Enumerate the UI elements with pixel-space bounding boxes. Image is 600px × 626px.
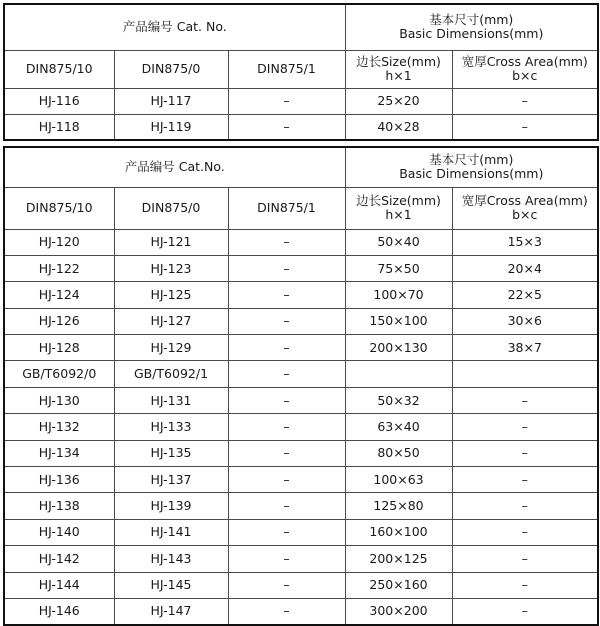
cell-din875-10: HJ-132 [4, 414, 114, 440]
table-header-row [4, 4, 598, 50]
table-row [4, 493, 598, 519]
cell-din875-1: – [228, 572, 345, 598]
col-size [345, 50, 452, 88]
cell-cross-area: – [452, 440, 598, 466]
table-row [4, 467, 598, 493]
cell-din875-1: – [228, 519, 345, 545]
cell-din875-1: – [228, 335, 345, 361]
cell-din875-0: HJ-127 [114, 308, 228, 334]
cell-cross-area: – [452, 414, 598, 440]
cell-din875-1: – [228, 255, 345, 281]
cell-din875-1: – [228, 414, 345, 440]
cell-din875-10: HJ-116 [4, 88, 114, 114]
col-din875-1: DIN875/1 [228, 187, 345, 229]
cell-size: 125×80 [345, 493, 452, 519]
cell-din875-10: HJ-118 [4, 114, 114, 140]
basic-dimensions-en: Basic Dimensions(mm) [399, 26, 544, 42]
cell-size: 250×160 [345, 572, 452, 598]
cell-din875-10: HJ-130 [4, 387, 114, 413]
cell-size: 75×50 [345, 255, 452, 281]
cell-din875-10: HJ-146 [4, 598, 114, 624]
cell-din875-0: GB/T6092/1 [114, 361, 228, 387]
cell-size: 200×125 [345, 546, 452, 572]
col-cross-area-unit: b×c [512, 207, 538, 222]
table-row [4, 519, 598, 545]
table-row [4, 88, 598, 114]
table-row [4, 387, 598, 413]
col-size [345, 187, 452, 229]
table-row [4, 361, 598, 387]
table-header-row [4, 147, 598, 187]
cell-din875-10: HJ-142 [4, 546, 114, 572]
col-size-label: 边长Size(mm) [356, 54, 441, 69]
cell-cross-area [452, 361, 598, 387]
cell-din875-1: – [228, 361, 345, 387]
col-size-unit: h×1 [385, 68, 412, 83]
cell-din875-1: – [228, 546, 345, 572]
cell-din875-0: HJ-137 [114, 467, 228, 493]
cell-din875-1: – [228, 282, 345, 308]
cell-din875-0: HJ-139 [114, 493, 228, 519]
col-cross-area-label: 宽厚Cross Area(mm) [461, 193, 588, 208]
cell-din875-1: – [228, 88, 345, 114]
col-cross-area [452, 50, 598, 88]
table-row [4, 282, 598, 308]
cell-cross-area: 38×7 [452, 335, 598, 361]
table-body [4, 229, 598, 625]
cell-size: 300×200 [345, 598, 452, 624]
table-row [4, 440, 598, 466]
cell-din875-10: HJ-122 [4, 255, 114, 281]
cell-din875-0: HJ-141 [114, 519, 228, 545]
table-subheader-row [4, 187, 598, 229]
cell-size: 25×20 [345, 88, 452, 114]
cell-size [345, 361, 452, 387]
cell-din875-10: GB/T6092/0 [4, 361, 114, 387]
table-row [4, 114, 598, 140]
cell-din875-10: HJ-126 [4, 308, 114, 334]
col-din875-0: DIN875/0 [114, 50, 228, 88]
product-table-1 [3, 3, 599, 141]
cat-no-header: 产品编号 Cat.No. [4, 147, 345, 187]
cell-din875-10: HJ-134 [4, 440, 114, 466]
cell-cross-area: – [452, 519, 598, 545]
cell-din875-0: HJ-143 [114, 546, 228, 572]
cell-din875-0: HJ-145 [114, 572, 228, 598]
table-row [4, 335, 598, 361]
col-din875-1: DIN875/1 [228, 50, 345, 88]
cell-cross-area: – [452, 387, 598, 413]
cell-din875-1: – [228, 308, 345, 334]
cell-din875-0: HJ-147 [114, 598, 228, 624]
cell-cross-area: – [452, 572, 598, 598]
cat-no-header: 产品编号 Cat. No. [4, 4, 345, 50]
cell-size: 100×63 [345, 467, 452, 493]
table-row [4, 598, 598, 624]
col-cross-area [452, 187, 598, 229]
cell-din875-10: HJ-128 [4, 335, 114, 361]
cell-din875-0: HJ-131 [114, 387, 228, 413]
cell-din875-10: HJ-140 [4, 519, 114, 545]
table-row [4, 572, 598, 598]
product-table-2 [3, 146, 599, 626]
cell-din875-0: HJ-129 [114, 335, 228, 361]
table-body [4, 88, 598, 140]
cell-cross-area: – [452, 546, 598, 572]
cell-din875-1: – [228, 387, 345, 413]
cell-din875-10: HJ-138 [4, 493, 114, 519]
table-row [4, 414, 598, 440]
cell-cross-area: – [452, 598, 598, 624]
cell-size: 200×130 [345, 335, 452, 361]
cell-din875-1: – [228, 467, 345, 493]
cell-cross-area: – [452, 88, 598, 114]
cell-cross-area: 15×3 [452, 229, 598, 255]
cell-size: 100×70 [345, 282, 452, 308]
basic-dimensions-cn: 基本尺寸(mm) [429, 12, 514, 28]
table-row [4, 308, 598, 334]
cell-size: 80×50 [345, 440, 452, 466]
table-row [4, 255, 598, 281]
table-subheader-row [4, 50, 598, 88]
cell-din875-0: HJ-135 [114, 440, 228, 466]
cell-din875-1: – [228, 493, 345, 519]
cell-size: 50×32 [345, 387, 452, 413]
cell-cross-area: – [452, 467, 598, 493]
cell-din875-1: – [228, 114, 345, 140]
col-din875-0: DIN875/0 [114, 187, 228, 229]
table-row [4, 546, 598, 572]
cell-din875-1: – [228, 598, 345, 624]
cell-din875-0: HJ-125 [114, 282, 228, 308]
cell-din875-0: HJ-121 [114, 229, 228, 255]
cell-din875-0: HJ-119 [114, 114, 228, 140]
cell-din875-10: HJ-120 [4, 229, 114, 255]
basic-dimensions-cn: 基本尺寸(mm) [429, 152, 514, 168]
col-cross-area-unit: b×c [512, 68, 538, 83]
cell-size: 160×100 [345, 519, 452, 545]
cell-cross-area: 22×5 [452, 282, 598, 308]
col-size-unit: h×1 [385, 207, 412, 222]
cell-size: 63×40 [345, 414, 452, 440]
cell-din875-1: – [228, 440, 345, 466]
cell-din875-10: HJ-136 [4, 467, 114, 493]
cell-cross-area: 20×4 [452, 255, 598, 281]
cell-din875-1: – [228, 229, 345, 255]
basic-dimensions-header [345, 4, 598, 50]
cell-din875-0: HJ-133 [114, 414, 228, 440]
col-din875-10: DIN875/10 [4, 50, 114, 88]
cell-cross-area: 30×6 [452, 308, 598, 334]
col-size-label: 边长Size(mm) [356, 193, 441, 208]
cell-cross-area: – [452, 114, 598, 140]
cell-size: 150×100 [345, 308, 452, 334]
cell-cross-area: – [452, 493, 598, 519]
basic-dimensions-en: Basic Dimensions(mm) [399, 166, 544, 182]
cell-din875-0: HJ-117 [114, 88, 228, 114]
cell-size: 50×40 [345, 229, 452, 255]
cell-size: 40×28 [345, 114, 452, 140]
basic-dimensions-header [345, 147, 598, 187]
col-cross-area-label: 宽厚Cross Area(mm) [461, 54, 588, 69]
table-row [4, 229, 598, 255]
cell-din875-0: HJ-123 [114, 255, 228, 281]
cell-din875-10: HJ-124 [4, 282, 114, 308]
col-din875-10: DIN875/10 [4, 187, 114, 229]
cell-din875-10: HJ-144 [4, 572, 114, 598]
